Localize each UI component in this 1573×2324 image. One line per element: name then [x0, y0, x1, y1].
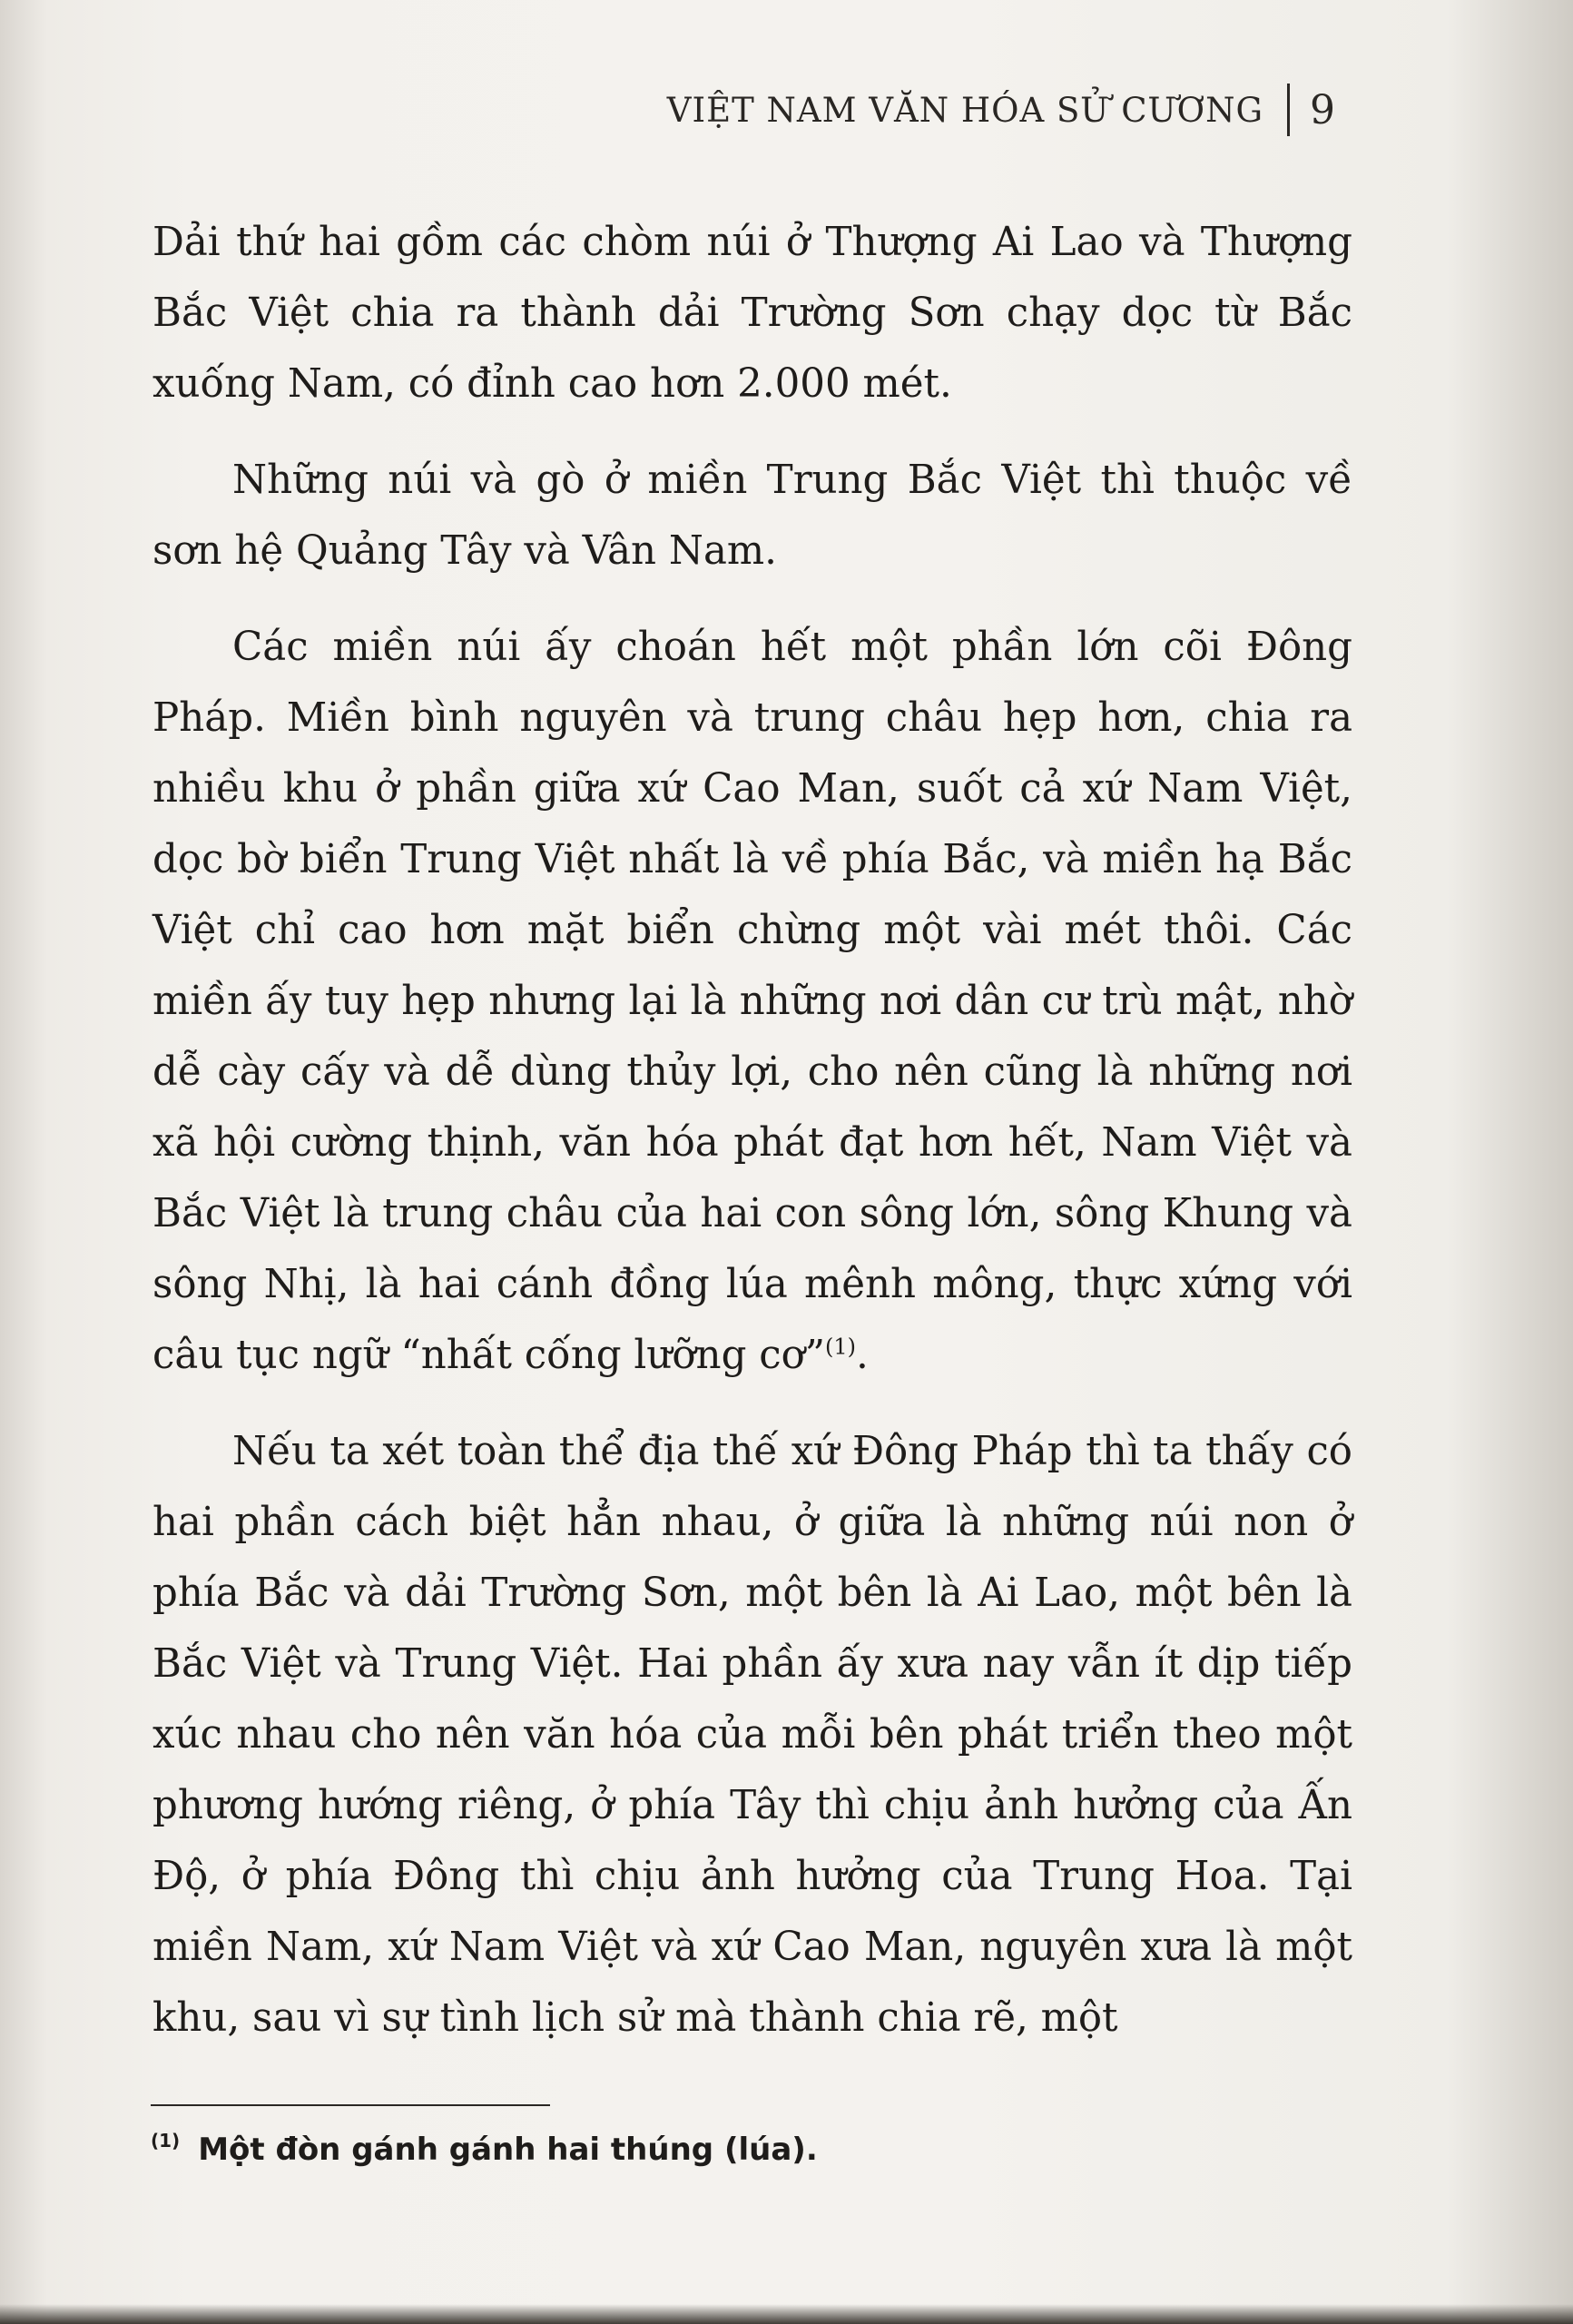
footnote-reference: (1) — [825, 1334, 857, 1360]
page-number: 9 — [1310, 86, 1335, 133]
body-text — [152, 207, 1352, 2079]
paragraph-3-text: Các miền núi ấy choán hết một phần lớn cõi Đông Pháp. Miền bình nguyên và trung châu hẹp hơn, chia ra nhiều khu ở phần giữa xứ Cao Man, suốt cả xứ Nam Việt, dọc bờ biển Trung Việt nhất là về phía Bắc, và miền hạ Bắc Việt chỉ cao hơn mặt biển chừng một vài mét thôi. Các miền ấy tuy hẹp nhưng lại là những nơi dân cư trù mật, nhờ dễ cày cấy và dễ dùng thủy lợi, cho nên cũng là những nơi xã hội cường thịnh, văn hóa phát đạt hơn hết, Nam Việt và Bắc Việt là trung châu của hai con sông lớn, sông Khung và sông Nhị, là hai cánh đồng lúa mênh mông, thực xứng với câu tục ngữ “nhất cống lưỡng cơ” — [152, 625, 1352, 1378]
paragraph-3 — [152, 612, 1352, 1391]
paragraph-1: Dải thứ hai gồm các chòm núi ở Thượng Ai Lao và Thượng Bắc Việt chia ra thành dải Trường Sơn chạy dọc từ Bắc xuống Nam, có đỉnh cao hơn 2.000 mét. — [152, 220, 1352, 407]
footnote-mark: (1) — [151, 2130, 181, 2152]
footnote-rule — [151, 2104, 550, 2106]
footnote-text: Một đòn gánh gánh hai thúng (lúa). — [198, 2132, 818, 2168]
paragraph-2: Những núi và gò ở miền Trung Bắc Việt thì thuộc về sơn hệ Quảng Tây và Vân Nam. — [152, 458, 1352, 574]
running-header — [667, 84, 1335, 136]
footnote — [151, 2132, 818, 2168]
paragraph-3-period: . — [856, 1333, 869, 1378]
paragraph-4: Nếu ta xét toàn thể địa thế xứ Đông Pháp thì ta thấy có hai phần cách biệt hẳn nhau, ở giữa là những núi non ở phía Bắc và dải Trường Sơn, một bên là Ai Lao, một bên là Bắc Việt và Trung Việt. Hai phần ấy xưa nay vẫn ít dịp tiếp xúc nhau cho nên văn hóa của mỗi bên phát triển theo một phương hướng riêng, ở phía Tây thì chịu ảnh hưởng của Ấn Độ, ở phía Đông thì chịu ảnh hưởng của Trung Hoa. Tại miền Nam, xứ Nam Việt và xứ Cao Man, nguyên xưa là một khu, sau vì sự tình lịch sử mà thành chia rẽ, một — [152, 1429, 1352, 2041]
header-divider — [1287, 84, 1290, 136]
page-edge-shadow — [0, 2304, 1573, 2324]
book-title: VIỆT NAM VĂN HÓA SỬ CƯƠNG — [666, 90, 1263, 130]
